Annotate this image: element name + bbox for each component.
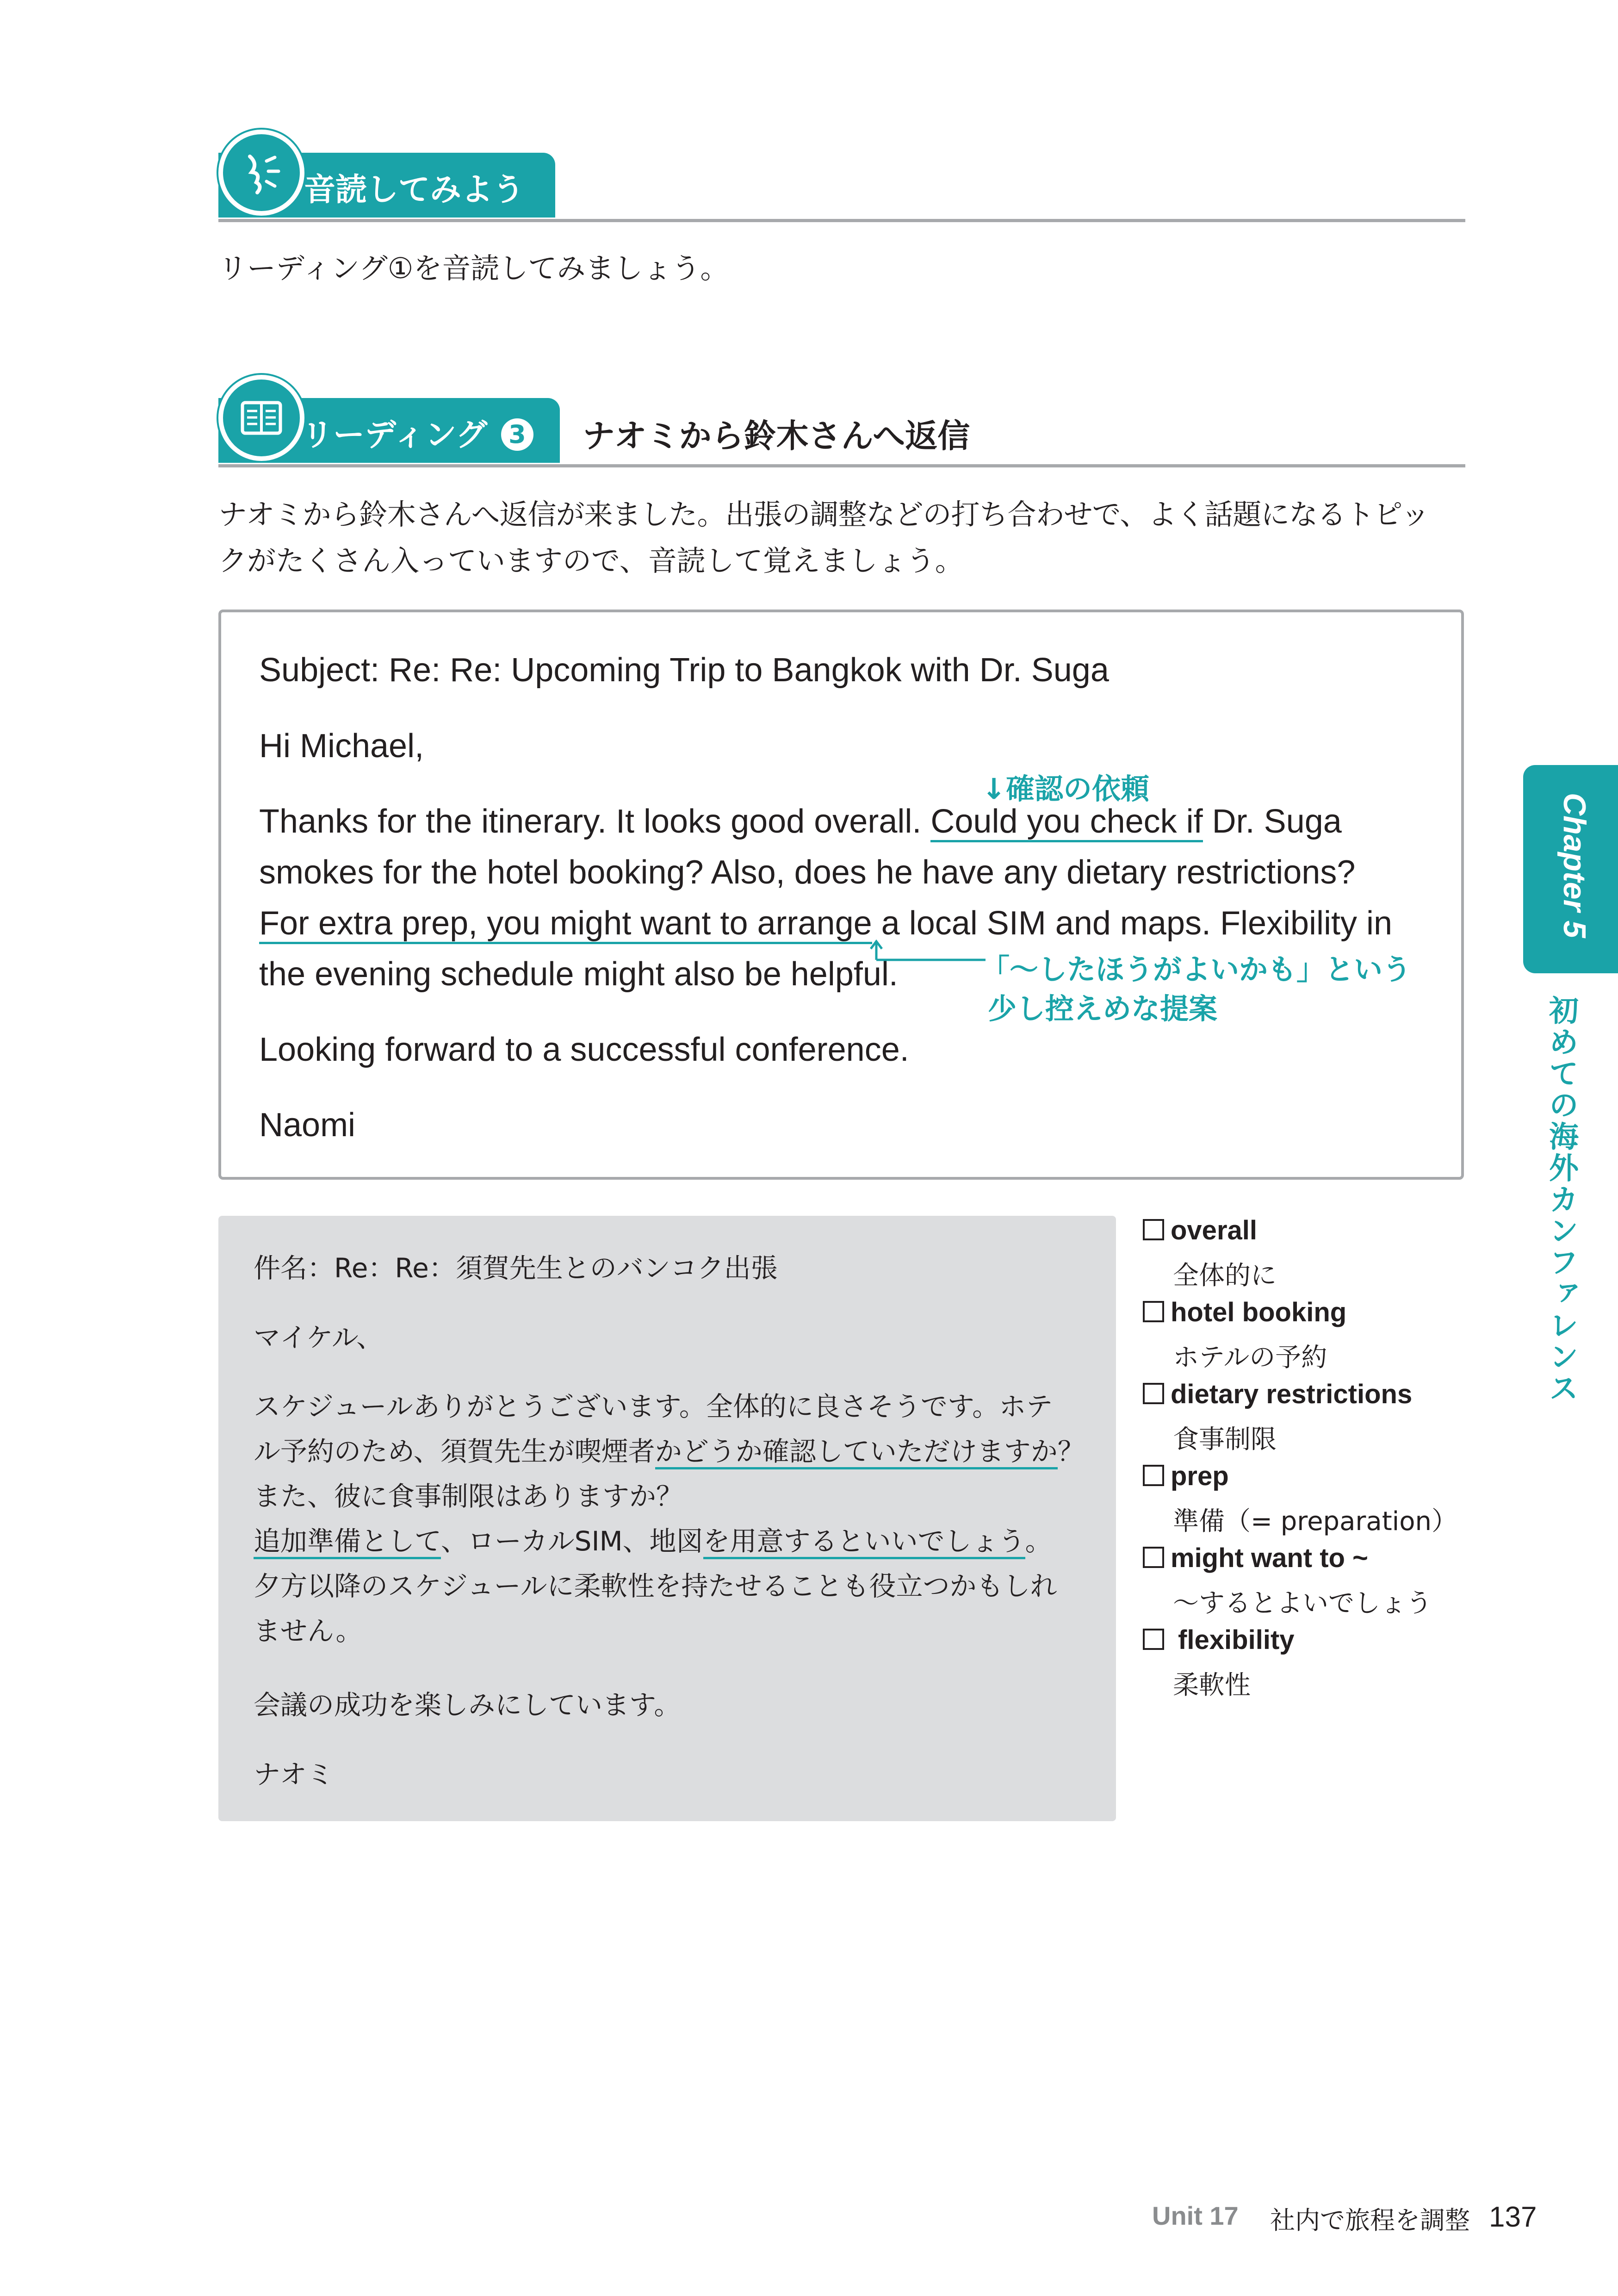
section-label-text: リーディング xyxy=(302,417,488,454)
translation-text: ？ xyxy=(1057,1436,1085,1467)
vocab-term-text: might want to ~ xyxy=(1171,1543,1368,1573)
section-number: 3 xyxy=(508,420,526,449)
vocab-meaning: 全体的に xyxy=(1173,1261,1277,1291)
reading-intro-line-2: クがたくさん入っていますので、音読して覚えましょう。 xyxy=(218,544,964,578)
translation-line xyxy=(254,1519,1052,1558)
checkbox-icon xyxy=(1143,1547,1164,1568)
translation-signature: ナオミ xyxy=(254,1759,334,1790)
underlined-phrase-suggestion: For extra prep, you might want to arrange xyxy=(259,905,872,944)
email-body-line xyxy=(259,803,1342,840)
email-subject: Subject: Re: Re: Upcoming Trip to Bangkok with Dr. Suga xyxy=(259,652,1109,689)
email-body-line: smokes for the hotel booking? Also, does he have any dietary restrictions? xyxy=(259,854,1356,891)
vocab-term-text: flexibility xyxy=(1171,1625,1295,1655)
speaking-icon xyxy=(218,130,304,216)
underlined-translation-suggestion: 追加準備として xyxy=(254,1525,441,1559)
vocab-term-text: prep xyxy=(1171,1461,1229,1491)
vocab-term xyxy=(1143,1215,1257,1246)
translation-closing: 会議の成功を楽しみにしています。 xyxy=(254,1689,681,1721)
email-greeting: Hi Michael, xyxy=(259,728,424,765)
vocab-term-text: hotel booking xyxy=(1171,1297,1347,1327)
annotation-suggestion-line-1: 「～したほうがよいかも」という xyxy=(981,952,1412,986)
translation-line: スケジュールありがとうございます。全体的に良さそうです。ホテ xyxy=(254,1391,1053,1422)
vocab-term-text: dietary restrictions xyxy=(1171,1379,1413,1409)
email-body-line: the evening schedule might also be helpful. xyxy=(259,956,898,993)
translation-text: 、ローカルSIM、地図 xyxy=(440,1525,703,1557)
translation-line xyxy=(254,1430,1085,1468)
checkbox-icon xyxy=(1143,1301,1164,1322)
section-rule xyxy=(218,464,1465,467)
chapter-tab xyxy=(1523,765,1618,973)
section-label: 音読してみよう xyxy=(304,172,525,208)
annotation-request: ↓確認の依頼 xyxy=(982,772,1149,806)
section-title: ナオミから鈴木さんへ返信 xyxy=(583,417,970,455)
vocab-term xyxy=(1143,1379,1412,1410)
chapter-title: 初めての海外カンファレンス xyxy=(1544,995,1578,1404)
annotation-suggestion-line-2: 少し控えめな提案 xyxy=(988,992,1218,1026)
section-header-reading xyxy=(218,398,1465,467)
email-closing: Looking forward to a successful conference. xyxy=(259,1031,909,1068)
read-aloud-instruction: リーディング①を音読してみましょう。 xyxy=(218,251,729,285)
translation-line: ません。 xyxy=(254,1615,363,1647)
underlined-phrase-request: Could you check if xyxy=(930,803,1203,842)
email-text: Thanks for the itinerary. It looks good overall. xyxy=(259,803,931,840)
translation-text: ル予約のため、須賀先生が喫煙者 xyxy=(254,1436,655,1467)
vocab-meaning: ホテルの予約 xyxy=(1173,1343,1327,1373)
vocab-term-text: overall xyxy=(1171,1215,1257,1245)
email-text: Dr. Suga xyxy=(1203,803,1342,840)
email-text: a local SIM and maps. Flexibility in xyxy=(872,905,1393,942)
section-number-badge xyxy=(501,418,533,451)
translation-line: また、彼に食事制限はありますか？ xyxy=(254,1481,683,1512)
translation-text: 。 xyxy=(1025,1525,1052,1557)
reading-intro-line-1: ナオミから鈴木さんへ返信が来ました。出張の調整などの打ち合わせで、よく話題になるトピッ xyxy=(218,498,1429,531)
section-label xyxy=(302,410,533,455)
vocab-meaning: 食事制限 xyxy=(1173,1425,1277,1455)
translation-line: 夕方以降のスケジュールに柔軟性を持たせることも役立つかもしれ xyxy=(254,1570,1057,1602)
checkbox-icon xyxy=(1143,1383,1164,1404)
vocab-meaning: ～するとよいでしょう xyxy=(1173,1588,1432,1618)
footer-unit-title: 社内で旅程を調整 xyxy=(1270,2206,1470,2235)
email-body-line xyxy=(259,904,1392,942)
underlined-translation-suggestion: を用意するといいでしょう xyxy=(703,1525,1025,1559)
annotation-arrow xyxy=(870,940,990,967)
vocab-term xyxy=(1143,1461,1229,1492)
vocab-meaning: 柔軟性 xyxy=(1173,1670,1251,1700)
translation-box xyxy=(218,1216,1116,1821)
underlined-translation-request: かどうか確認していただけますか xyxy=(655,1436,1058,1469)
checkbox-icon xyxy=(1143,1629,1164,1650)
email-box xyxy=(218,610,1464,1180)
book-icon xyxy=(218,375,304,461)
email-signature: Naomi xyxy=(259,1107,356,1144)
checkbox-icon xyxy=(1143,1465,1164,1486)
chapter-label: Chapter 5 xyxy=(1557,793,1592,938)
vocab-term xyxy=(1143,1297,1346,1328)
vocab-term xyxy=(1143,1624,1295,1655)
translation-subject: 件名：Re：Re：須賀先生とのバンコク出張 xyxy=(254,1252,778,1284)
footer-unit: Unit 17 xyxy=(1152,2201,1239,2230)
checkbox-icon xyxy=(1143,1219,1164,1240)
page-number: 137 xyxy=(1489,2201,1537,2233)
vocab-meaning: 準備（= preparation） xyxy=(1173,1506,1457,1537)
section-header-read-aloud xyxy=(218,153,1465,222)
vocab-term xyxy=(1143,1543,1368,1574)
section-rule xyxy=(218,219,1465,222)
translation-greeting: マイケル、 xyxy=(254,1322,384,1353)
